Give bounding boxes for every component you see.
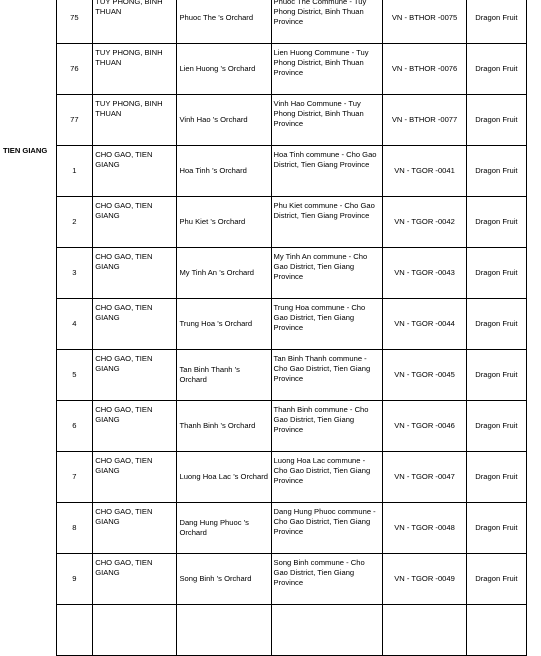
address-cell[interactable]: Lien Huong Commune - Tuy Phong District, Binh Thuan Province <box>271 44 383 95</box>
orchard-name-cell[interactable]: Phu Kiet ’s Orchard <box>177 197 271 248</box>
table-row <box>0 350 541 401</box>
province-cell[interactable] <box>0 350 56 401</box>
province-cell[interactable] <box>0 197 56 248</box>
empty-cell[interactable] <box>527 44 541 95</box>
table-row <box>0 44 541 95</box>
district-cell[interactable]: CHO GAO, TIEN GIANG <box>93 452 177 503</box>
address-cell[interactable]: Luong Hoa Lac commune - Cho Gao District, Tien Giang Province <box>271 452 383 503</box>
empty-cell[interactable] <box>527 248 541 299</box>
address-cell[interactable]: Hoa Tinh commune - Cho Gao District, Tien Giang Province <box>271 146 383 197</box>
row-number-cell[interactable]: 3 <box>56 248 93 299</box>
code-cell[interactable]: VN - TGOR -0049 <box>383 554 466 605</box>
code-cell[interactable]: VN - TGOR -0047 <box>383 452 466 503</box>
fruit-cell[interactable]: Dragon Fruit <box>466 452 527 503</box>
row-number-cell[interactable]: 75 <box>56 0 93 44</box>
province-cell[interactable] <box>0 44 56 95</box>
code-cell[interactable] <box>383 605 466 656</box>
address-cell[interactable]: Phu Kiet commune - Cho Gao District, Tien Giang Province <box>271 197 383 248</box>
district-cell[interactable]: CHO GAO, TIEN GIANG <box>93 146 177 197</box>
row-number-cell[interactable]: 6 <box>56 401 93 452</box>
row-number-cell[interactable]: 77 <box>56 95 93 146</box>
empty-cell[interactable] <box>527 95 541 146</box>
code-cell[interactable]: VN - TGOR -0045 <box>383 350 466 401</box>
address-cell[interactable]: Tan Binh Thanh commune - Cho Gao District, Tien Giang Province <box>271 350 383 401</box>
district-cell[interactable]: TUY PHONG, BINH THUAN <box>93 44 177 95</box>
address-cell[interactable]: My Tinh An commune - Cho Gao District, Tien Giang Province <box>271 248 383 299</box>
fruit-cell[interactable]: Dragon Fruit <box>466 197 527 248</box>
district-cell[interactable]: CHO GAO, TIEN GIANG <box>93 503 177 554</box>
province-cell[interactable] <box>0 401 56 452</box>
address-cell[interactable]: Trung Hoa commune - Cho Gao District, Tien Giang Province <box>271 299 383 350</box>
province-cell[interactable] <box>0 0 56 44</box>
fruit-cell[interactable]: Dragon Fruit <box>466 146 527 197</box>
code-cell[interactable]: VN - BTHOR -0075 <box>383 0 466 44</box>
orchard-name-cell[interactable]: Luong Hoa Lac ’s Orchard <box>177 452 271 503</box>
address-cell[interactable]: Dang Hung Phuoc commune - Cho Gao District, Tien Giang Province <box>271 503 383 554</box>
code-cell[interactable]: VN - TGOR -0046 <box>383 401 466 452</box>
fruit-cell[interactable]: Dragon Fruit <box>466 299 527 350</box>
row-number-cell[interactable] <box>56 605 93 656</box>
address-cell[interactable]: Song Binh commune - Cho Gao District, Tien Giang Province <box>271 554 383 605</box>
fruit-cell[interactable]: Dragon Fruit <box>466 95 527 146</box>
table-row <box>0 452 541 503</box>
orchard-name-cell[interactable]: Dang Hung Phuoc ’s Orchard <box>177 503 271 554</box>
province-cell[interactable] <box>0 248 56 299</box>
address-cell[interactable] <box>271 605 383 656</box>
table-row <box>0 503 541 554</box>
address-cell[interactable]: Vinh Hao Commune - Tuy Phong District, Binh Thuan Province <box>271 95 383 146</box>
district-cell[interactable]: TUY PHONG, BINH THUAN <box>93 0 177 44</box>
district-cell[interactable]: CHO GAO, TIEN GIANG <box>93 350 177 401</box>
code-cell[interactable]: VN - TGOR -0041 <box>383 146 466 197</box>
fruit-cell[interactable]: Dragon Fruit <box>466 248 527 299</box>
code-cell[interactable]: VN - TGOR -0042 <box>383 197 466 248</box>
address-cell[interactable]: Thanh Binh commune - Cho Gao District, Tien Giang Province <box>271 401 383 452</box>
row-number-cell[interactable]: 1 <box>56 146 93 197</box>
address-cell[interactable]: Phuoc The Commune - Tuy Phong District, Binh Thuan Province <box>271 0 383 44</box>
province-cell[interactable] <box>0 503 56 554</box>
province-cell[interactable] <box>0 95 56 146</box>
fruit-cell[interactable]: Dragon Fruit <box>466 401 527 452</box>
district-cell[interactable]: CHO GAO, TIEN GIANG <box>93 299 177 350</box>
fruit-cell[interactable]: Dragon Fruit <box>466 0 527 44</box>
empty-cell[interactable] <box>527 350 541 401</box>
empty-cell[interactable] <box>527 299 541 350</box>
district-cell[interactable]: CHO GAO, TIEN GIANG <box>93 248 177 299</box>
empty-cell[interactable] <box>527 554 541 605</box>
table-row <box>0 248 541 299</box>
district-cell[interactable]: CHO GAO, TIEN GIANG <box>93 197 177 248</box>
code-cell[interactable]: VN - TGOR -0043 <box>383 248 466 299</box>
table-row <box>0 146 541 197</box>
orchard-name-cell[interactable]: Trung Hoa ’s Orchard <box>177 299 271 350</box>
district-cell[interactable]: CHO GAO, TIEN GIANG <box>93 554 177 605</box>
fruit-cell[interactable]: Dragon Fruit <box>466 350 527 401</box>
empty-cell[interactable] <box>527 503 541 554</box>
province-cell[interactable]: TIEN GIANG <box>3 145 48 155</box>
table-row <box>0 554 541 605</box>
table-row <box>0 0 541 44</box>
orchard-name-cell[interactable]: Hoa Tinh ’s Orchard <box>177 146 271 197</box>
empty-cell[interactable] <box>527 452 541 503</box>
code-cell[interactable]: VN - BTHOR -0077 <box>383 95 466 146</box>
fruit-cell[interactable] <box>466 605 527 656</box>
table-row <box>0 197 541 248</box>
table-row <box>0 605 541 656</box>
row-number-cell[interactable]: 76 <box>56 44 93 95</box>
empty-cell[interactable] <box>527 146 541 197</box>
fruit-cell[interactable]: Dragon Fruit <box>466 554 527 605</box>
table-row <box>0 95 541 146</box>
code-cell[interactable]: VN - TGOR -0048 <box>383 503 466 554</box>
fruit-cell[interactable]: Dragon Fruit <box>466 44 527 95</box>
orchard-name-cell[interactable] <box>177 605 271 656</box>
fruit-cell[interactable]: Dragon Fruit <box>466 503 527 554</box>
province-cell[interactable] <box>0 554 56 605</box>
row-number-cell[interactable]: 5 <box>56 350 93 401</box>
row-number-cell[interactable]: 7 <box>56 452 93 503</box>
row-number-cell[interactable]: 4 <box>56 299 93 350</box>
district-cell[interactable] <box>93 605 177 656</box>
empty-cell[interactable] <box>527 0 541 44</box>
orchard-name-cell[interactable]: My Tinh An ’s Orchard <box>177 248 271 299</box>
empty-cell[interactable] <box>527 605 541 656</box>
table-row <box>0 299 541 350</box>
orchard-name-cell[interactable]: Thanh Binh ’s Orchard <box>177 401 271 452</box>
code-cell[interactable]: VN - BTHOR -0076 <box>383 44 466 95</box>
empty-cell[interactable] <box>527 401 541 452</box>
orchard-name-cell[interactable]: Lien Huong ’s Orchard <box>177 44 271 95</box>
orchard-name-cell[interactable]: Phuoc The ’s Orchard <box>177 0 271 44</box>
empty-cell[interactable] <box>527 197 541 248</box>
province-cell[interactable] <box>0 452 56 503</box>
orchard-name-cell[interactable]: Song Binh ’s Orchard <box>177 554 271 605</box>
row-number-cell[interactable]: 8 <box>56 503 93 554</box>
province-cell[interactable] <box>0 299 56 350</box>
code-cell[interactable]: VN - TGOR -0044 <box>383 299 466 350</box>
row-number-cell[interactable]: 9 <box>56 554 93 605</box>
district-cell[interactable]: TUY PHONG, BINH THUAN <box>93 95 177 146</box>
row-number-cell[interactable]: 2 <box>56 197 93 248</box>
table-row <box>0 401 541 452</box>
orchard-name-cell[interactable]: Vinh Hao ’s Orchard <box>177 95 271 146</box>
district-cell[interactable]: CHO GAO, TIEN GIANG <box>93 401 177 452</box>
orchard-name-cell[interactable]: Tan Binh Thanh ’s Orchard <box>177 350 271 401</box>
province-cell[interactable] <box>0 605 56 656</box>
